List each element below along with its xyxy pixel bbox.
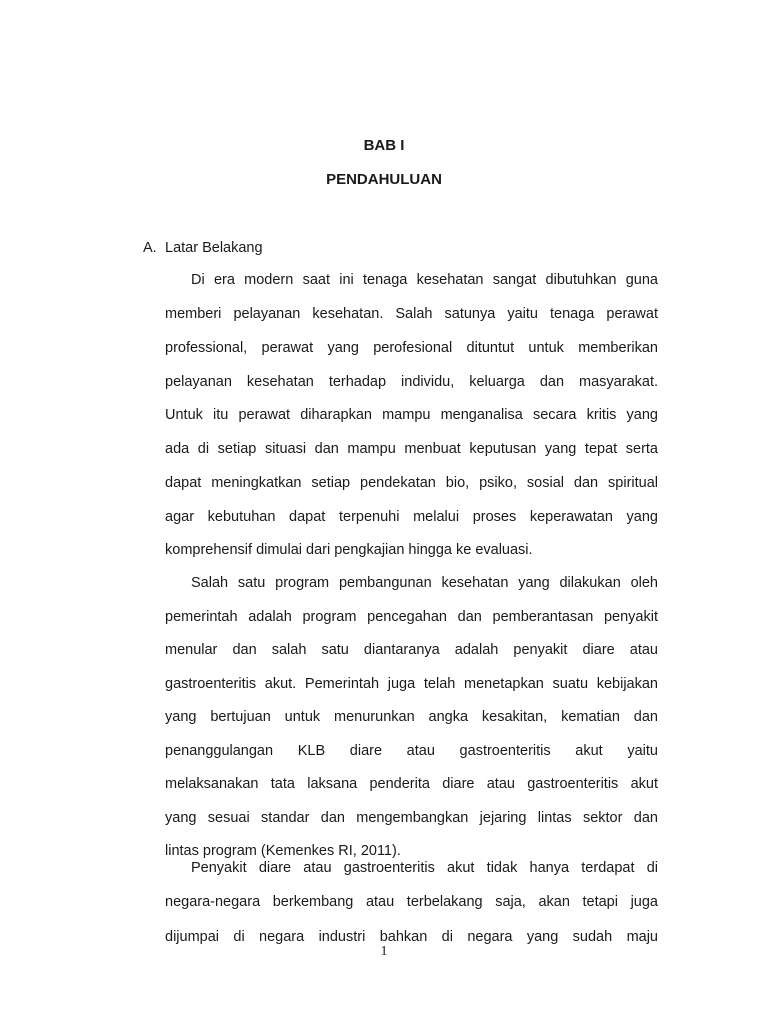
paragraph-line: pelayanan kesehatan terhadap individu, keluarga dan masyarakat. bbox=[165, 374, 658, 390]
paragraph-line: lintas program (Kemenkes RI, 2011). bbox=[165, 843, 401, 859]
paragraph-line: yang bertujuan untuk menurunkan angka kesakitan, kematian dan bbox=[165, 709, 658, 725]
paragraph-line: komprehensif dimulai dari pengkajian hingga ke evaluasi. bbox=[165, 542, 533, 558]
paragraph-line: pemerintah adalah program pencegahan dan pemberantasan penyakit bbox=[165, 609, 658, 625]
paragraph-line: penanggulangan KLB diare atau gastroenteritis akut yaitu bbox=[165, 743, 658, 759]
paragraph-line: Salah satu program pembangunan kesehatan yang dilakukan oleh bbox=[191, 575, 658, 591]
paragraph-line: gastroenteritis akut. Pemerintah juga telah menetapkan suatu kebijakan bbox=[165, 676, 658, 692]
section-label: Latar Belakang bbox=[165, 240, 263, 256]
paragraph-line: professional, perawat yang perofesional dituntut untuk memberikan bbox=[165, 340, 658, 356]
paragraph-line: melaksanakan tata laksana penderita diare atau gastroenteritis akut bbox=[165, 776, 658, 792]
paragraph-line: ada di setiap situasi dan mampu menbuat keputusan yang tepat serta bbox=[165, 441, 658, 457]
paragraph-line: Untuk itu perawat diharapkan mampu menganalisa secara kritis yang bbox=[165, 407, 658, 423]
paragraph-line: negara-negara berkembang atau terbelakang saja, akan tetapi juga bbox=[165, 894, 658, 910]
paragraph-line: Di era modern saat ini tenaga kesehatan sangat dibutuhkan guna bbox=[191, 272, 658, 288]
paragraph-line: memberi pelayanan kesehatan. Salah satunya yaitu tenaga perawat bbox=[165, 306, 658, 322]
section-heading bbox=[143, 238, 263, 258]
page-number: 1 bbox=[380, 944, 388, 959]
paragraph-line: agar kebutuhan dapat terpenuhi melalui proses keperawatan yang bbox=[165, 509, 658, 525]
chapter-title: PENDAHULUAN bbox=[326, 171, 442, 188]
chapter-heading: BAB I bbox=[363, 137, 405, 154]
paragraph-line: Penyakit diare atau gastroenteritis akut tidak hanya terdapat di bbox=[191, 860, 658, 876]
paragraph-line: dijumpai di negara industri bahkan di negara yang sudah maju bbox=[165, 929, 658, 945]
paragraph-line: dapat meningkatkan setiap pendekatan bio, psiko, sosial dan spiritual bbox=[165, 475, 658, 491]
section-marker: A. bbox=[143, 240, 157, 256]
paragraph-line: yang sesuai standar dan mengembangkan jejaring lintas sektor dan bbox=[165, 810, 658, 826]
paragraph-line: menular dan salah satu diantaranya adalah penyakit diare atau bbox=[165, 642, 658, 658]
